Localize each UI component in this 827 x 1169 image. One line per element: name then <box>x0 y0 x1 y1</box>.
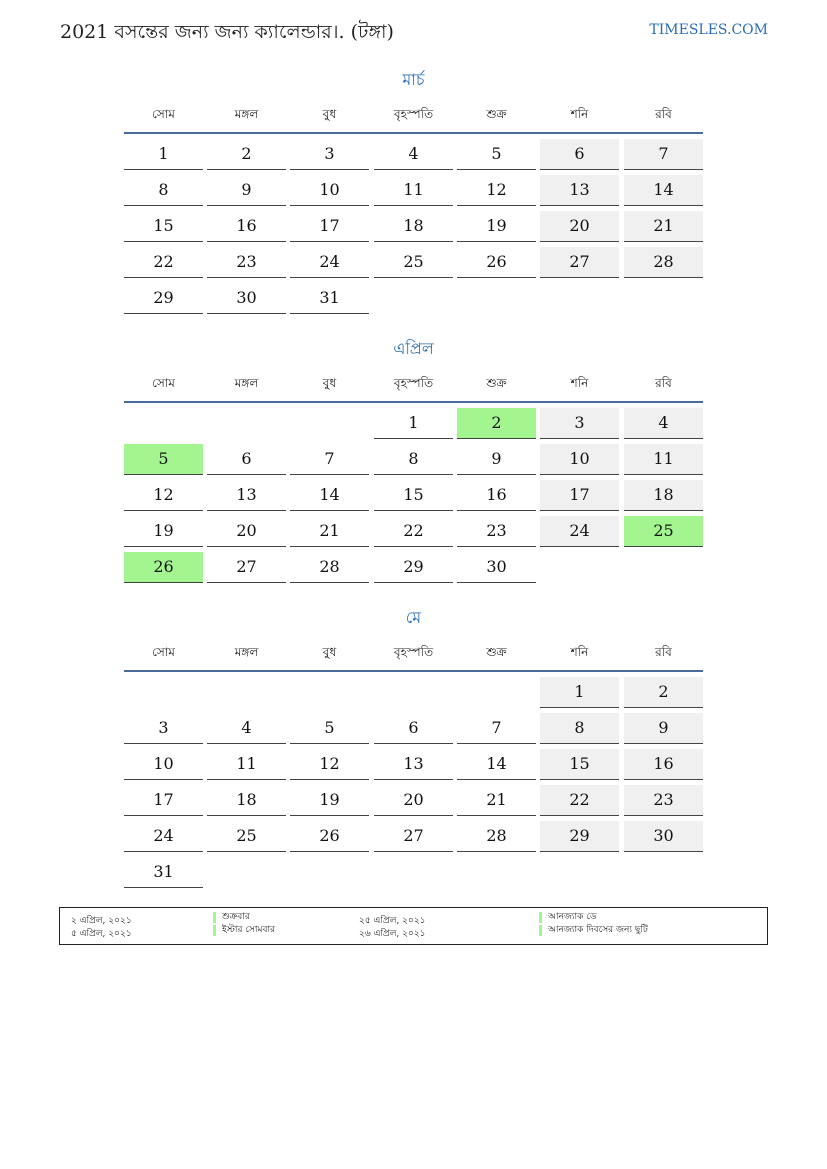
day-cell: 21 <box>457 785 536 816</box>
page-title: 2021 বসন্তের জন্য জন্য ক্যালেন্ডার।. (টঙ্গা) <box>60 21 394 43</box>
day-cell: 5 <box>457 139 536 170</box>
month-block <box>124 337 703 589</box>
weekday-label: শুক্র <box>486 645 507 659</box>
day-cell: 12 <box>124 480 203 511</box>
day-cell: 30 <box>457 552 536 583</box>
day-cell: 25 <box>374 247 453 278</box>
weekday-label: বুধ <box>322 107 337 121</box>
day-grid <box>124 134 703 320</box>
day-cell: 29 <box>374 552 453 583</box>
day-cell: 11 <box>374 175 453 206</box>
holiday-day-cell: 26 <box>124 552 203 583</box>
day-cell: 3 <box>290 139 369 170</box>
day-cell: 19 <box>124 516 203 547</box>
day-cell: 13 <box>207 480 286 511</box>
legend-holiday-name: শুক্রবার <box>213 912 250 923</box>
day-cell: 16 <box>207 211 286 242</box>
day-cell: 19 <box>457 211 536 242</box>
legend-date: ২৫ এপ্রিল, ২০২১ <box>359 916 426 926</box>
day-cell: 21 <box>624 211 703 242</box>
day-cell: 14 <box>457 749 536 780</box>
day-cell: 2 <box>624 677 703 708</box>
day-cell: 7 <box>290 444 369 475</box>
day-cell: 22 <box>374 516 453 547</box>
day-cell: 9 <box>624 713 703 744</box>
day-cell: 19 <box>290 785 369 816</box>
day-cell: 6 <box>374 713 453 744</box>
day-cell: 29 <box>124 283 203 314</box>
day-cell: 30 <box>624 821 703 852</box>
day-cell: 20 <box>374 785 453 816</box>
legend-date: ২ এপ্রিল, ২০২১ <box>71 916 132 926</box>
day-cell: 28 <box>457 821 536 852</box>
day-cell: 4 <box>207 713 286 744</box>
day-cell: 7 <box>624 139 703 170</box>
day-cell: 7 <box>457 713 536 744</box>
month-title: মার্চ <box>402 70 425 89</box>
month-title: মে <box>405 608 422 627</box>
day-cell: 28 <box>290 552 369 583</box>
weekday-label: বৃহস্পতি <box>393 645 434 659</box>
day-cell: 5 <box>290 713 369 744</box>
day-cell: 10 <box>124 749 203 780</box>
day-cell: 20 <box>207 516 286 547</box>
weekday-label: রবি <box>655 645 672 659</box>
day-cell: 11 <box>207 749 286 780</box>
month-block <box>124 68 703 320</box>
weekday-label: শনি <box>570 645 589 659</box>
weekday-label: শুক্র <box>486 107 507 121</box>
weekday-label: রবি <box>655 376 672 390</box>
day-cell: 31 <box>124 857 203 888</box>
holiday-day-cell: 5 <box>124 444 203 475</box>
day-cell: 3 <box>124 713 203 744</box>
day-cell: 20 <box>540 211 619 242</box>
day-cell: 1 <box>124 139 203 170</box>
weekday-label: সোম <box>152 376 175 390</box>
holiday-day-cell: 25 <box>624 516 703 547</box>
day-cell: 12 <box>290 749 369 780</box>
weekday-header-row <box>124 106 703 132</box>
day-cell: 6 <box>540 139 619 170</box>
day-cell: 21 <box>290 516 369 547</box>
day-cell: 18 <box>624 480 703 511</box>
day-cell: 24 <box>124 821 203 852</box>
day-cell: 10 <box>540 444 619 475</box>
weekday-label: বৃহস্পতি <box>393 107 434 121</box>
day-cell: 15 <box>374 480 453 511</box>
day-cell: 8 <box>374 444 453 475</box>
legend-date: ৫ এপ্রিল, ২০২১ <box>71 929 132 939</box>
day-cell: 9 <box>207 175 286 206</box>
weekday-header-row <box>124 375 703 401</box>
weekday-label: রবি <box>655 107 672 121</box>
holiday-legend <box>59 907 768 945</box>
day-cell: 23 <box>457 516 536 547</box>
weekday-label: শনি <box>570 376 589 390</box>
month-title: এপ্রিল <box>393 339 434 358</box>
weekday-label: শুক্র <box>486 376 507 390</box>
day-cell: 6 <box>207 444 286 475</box>
holiday-day-cell: 2 <box>457 408 536 439</box>
legend-date: ২৬ এপ্রিল, ২০২১ <box>359 929 426 939</box>
weekday-label: বৃহস্পতি <box>393 376 434 390</box>
day-cell: 8 <box>124 175 203 206</box>
legend-holiday-name: আনজ্যাক দিবসের জন্য ছুটি <box>539 925 648 936</box>
day-cell: 15 <box>124 211 203 242</box>
day-cell: 28 <box>624 247 703 278</box>
day-cell: 31 <box>290 283 369 314</box>
day-cell: 22 <box>124 247 203 278</box>
day-cell: 24 <box>290 247 369 278</box>
day-cell: 18 <box>207 785 286 816</box>
weekday-label: মঙ্গল <box>234 645 259 659</box>
day-cell: 26 <box>290 821 369 852</box>
day-cell: 15 <box>540 749 619 780</box>
day-cell: 14 <box>624 175 703 206</box>
day-cell: 23 <box>207 247 286 278</box>
day-cell: 13 <box>540 175 619 206</box>
day-grid <box>124 672 703 894</box>
day-cell: 13 <box>374 749 453 780</box>
legend-holiday-name: ইস্টার সোমবার <box>213 925 275 936</box>
day-cell: 4 <box>624 408 703 439</box>
weekday-label: সোম <box>152 645 175 659</box>
day-cell: 1 <box>540 677 619 708</box>
day-cell: 11 <box>624 444 703 475</box>
weekday-label: বুধ <box>322 376 337 390</box>
day-cell: 23 <box>624 785 703 816</box>
day-cell: 10 <box>290 175 369 206</box>
day-grid <box>124 403 703 589</box>
day-cell: 3 <box>540 408 619 439</box>
day-cell: 25 <box>207 821 286 852</box>
weekday-label: শনি <box>570 107 589 121</box>
day-cell: 8 <box>540 713 619 744</box>
day-cell: 29 <box>540 821 619 852</box>
site-brand-link[interactable]: TIMESLES.COM <box>649 22 768 38</box>
day-cell: 2 <box>207 139 286 170</box>
legend-holiday-name: আনজ্যাক ডে <box>539 912 597 923</box>
weekday-header-row <box>124 644 703 670</box>
day-cell: 27 <box>540 247 619 278</box>
day-cell: 26 <box>457 247 536 278</box>
day-cell: 24 <box>540 516 619 547</box>
day-cell: 27 <box>374 821 453 852</box>
day-cell: 9 <box>457 444 536 475</box>
day-cell: 14 <box>290 480 369 511</box>
day-cell: 17 <box>540 480 619 511</box>
day-cell: 17 <box>124 785 203 816</box>
weekday-label: সোম <box>152 107 175 121</box>
day-cell: 4 <box>374 139 453 170</box>
weekday-label: বুধ <box>322 645 337 659</box>
day-cell: 22 <box>540 785 619 816</box>
day-cell: 12 <box>457 175 536 206</box>
month-block <box>124 606 703 894</box>
day-cell: 17 <box>290 211 369 242</box>
day-cell: 1 <box>374 408 453 439</box>
weekday-label: মঙ্গল <box>234 107 259 121</box>
weekday-label: মঙ্গল <box>234 376 259 390</box>
day-cell: 16 <box>457 480 536 511</box>
day-cell: 27 <box>207 552 286 583</box>
day-cell: 16 <box>624 749 703 780</box>
day-cell: 30 <box>207 283 286 314</box>
day-cell: 18 <box>374 211 453 242</box>
